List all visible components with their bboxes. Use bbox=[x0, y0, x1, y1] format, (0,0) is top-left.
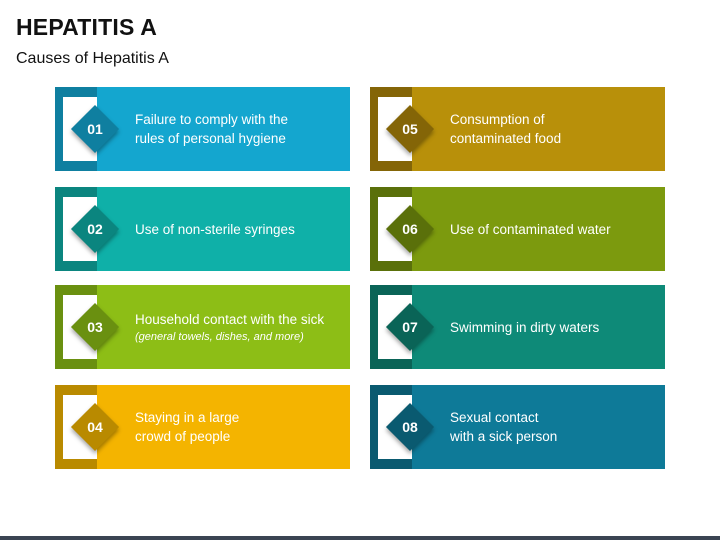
card-number: 01 bbox=[87, 121, 103, 137]
card-number: 07 bbox=[402, 319, 418, 335]
card-text bbox=[450, 285, 659, 369]
card-text bbox=[135, 285, 344, 369]
page-subtitle: Causes of Hepatitis A bbox=[16, 50, 169, 67]
cause-card-06 bbox=[370, 187, 665, 271]
cause-card-02 bbox=[55, 187, 350, 271]
card-text bbox=[450, 187, 659, 271]
card-text-line1: Use of non-sterile syringes bbox=[135, 221, 295, 237]
card-number: 08 bbox=[402, 419, 418, 435]
card-text-line1: Staying in a large bbox=[135, 410, 240, 425]
card-text-line1: Sexual contact bbox=[450, 410, 539, 425]
card-text-line1: Failure to comply with the bbox=[135, 112, 289, 127]
card-text-line1: Household contact with the sick bbox=[135, 311, 325, 327]
card-text bbox=[135, 87, 344, 171]
cause-card-03 bbox=[55, 285, 350, 369]
card-text-line2: rules of personal hygiene bbox=[135, 131, 286, 146]
card-number: 03 bbox=[87, 319, 103, 335]
page-title: HEPATITIS A bbox=[16, 14, 158, 40]
card-text-note: (general towels, dishes, and more) bbox=[135, 330, 304, 343]
card-number: 05 bbox=[402, 121, 418, 137]
card-text-line2: contaminated food bbox=[450, 131, 562, 146]
card-text bbox=[450, 87, 659, 171]
card-number: 06 bbox=[402, 221, 418, 237]
card-text-line2: crowd of people bbox=[135, 429, 231, 444]
footer-bar bbox=[0, 536, 720, 540]
cause-card-04 bbox=[55, 385, 350, 469]
card-text-line2: with a sick person bbox=[450, 429, 558, 444]
card-text bbox=[135, 385, 344, 469]
card-number: 02 bbox=[87, 221, 103, 237]
card-text-line1: Use of contaminated water bbox=[450, 221, 611, 237]
cause-card-05 bbox=[370, 87, 665, 171]
cause-card-01 bbox=[55, 87, 350, 171]
card-text-line1: Consumption of bbox=[450, 112, 545, 127]
card-text bbox=[450, 385, 659, 469]
card-text-line1: Swimming in dirty waters bbox=[450, 319, 600, 335]
cause-card-07 bbox=[370, 285, 665, 369]
card-number: 04 bbox=[87, 419, 103, 435]
card-text bbox=[135, 187, 344, 271]
cause-card-08 bbox=[370, 385, 665, 469]
